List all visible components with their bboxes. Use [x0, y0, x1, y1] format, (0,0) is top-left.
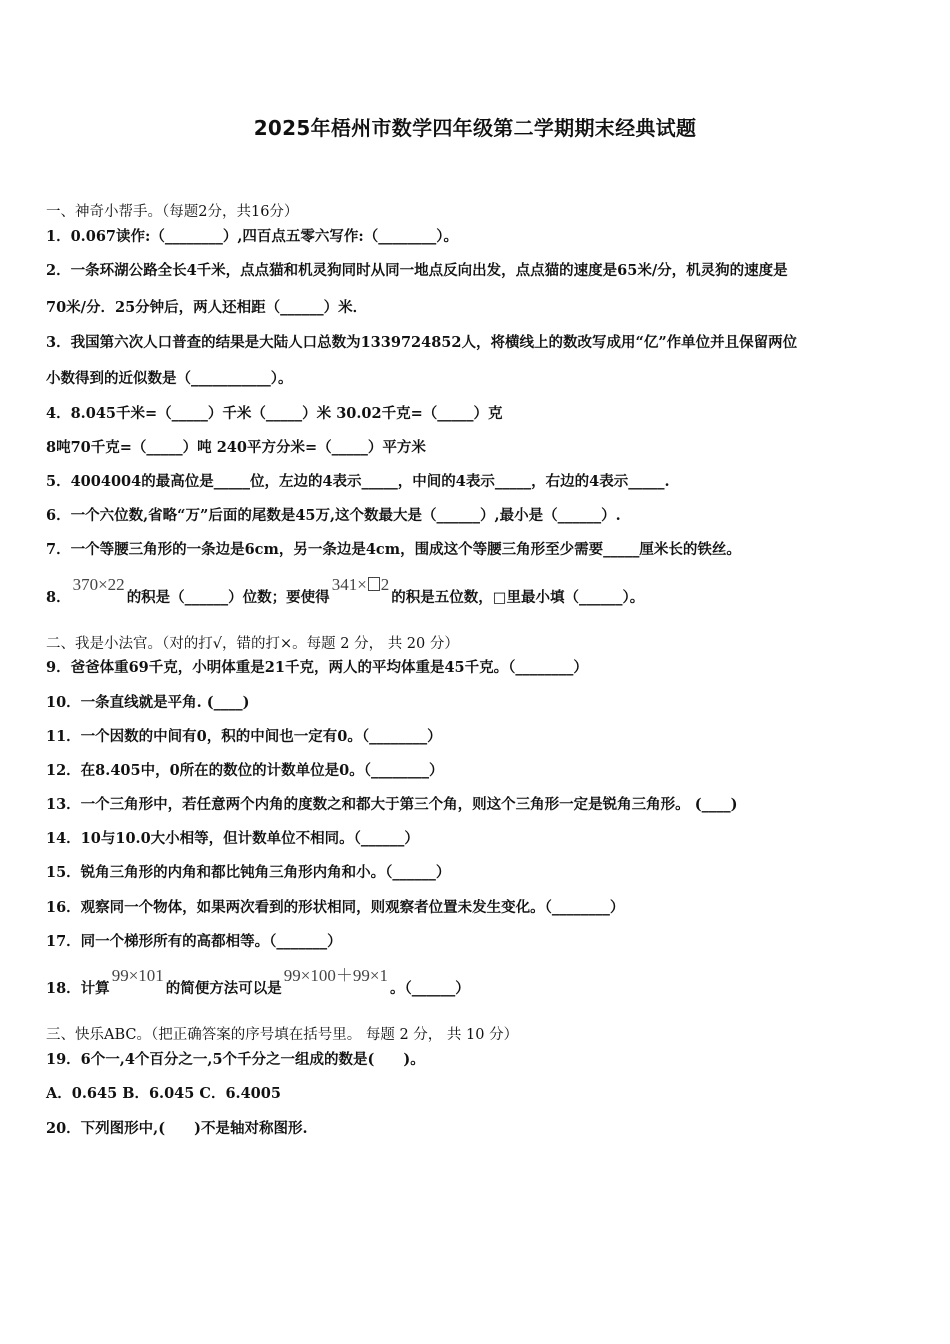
blank-box-icon	[368, 577, 380, 591]
question-6: 6．一个六位数,省略“万”后面的尾数是45万,这个数最大是（______）,最小是（______）.	[46, 507, 621, 524]
question-8-text-2: 的积是五位数，□里最小填（______）。	[391, 589, 645, 606]
question-18-text-1: 的简便方法可以是	[165, 980, 282, 997]
question-15: 15．锐角三角形的内角和都比钝角三角形内角和小。（______）	[46, 864, 451, 881]
question-16: 16．观察同一个物体，如果两次看到的形状相同，则观察者位置未发生变化。（________）	[46, 899, 625, 916]
question-3-line-1: 3．我国第六次人口普查的结果是大陆人口总数为1339724852人，将横线上的数改写成用“亿”作单位并且保留两位	[46, 334, 798, 351]
question-8	[46, 575, 645, 608]
page-title: 2025年梧州市数学四年级第二学期期末经典试题	[253, 116, 697, 140]
section-3-heading: 三、快乐ABC。（把正确答案的序号填在括号里。 每题 2 分， 共 10 分）	[46, 1027, 519, 1043]
question-18	[46, 966, 470, 999]
question-18-text-2: 。（______）	[389, 980, 470, 997]
math-expression-341xbox2: 341× 2	[331, 575, 390, 594]
question-19-options: A．0.645 B．6.045 C．6.4005	[46, 1085, 281, 1102]
question-4-line-1: 4．8.045千米=（_____）千米（_____）米 30.02千克=（_____）克	[46, 405, 503, 422]
question-8-number: 8．	[46, 589, 71, 606]
question-2-line-2: 70米/分．25分钟后，两人还相距（______）米．	[46, 299, 368, 316]
question-18-number: 18．计算	[46, 980, 110, 997]
question-1: 1．0.067读作:（________）,四百点五零六写作:（________）。	[46, 228, 458, 245]
section-1-heading: 一、神奇小帮手。（每题2分，共16分）	[46, 204, 299, 220]
question-14: 14．10与10.0大小相等，但计数单位不相同。（______）	[46, 830, 419, 847]
question-3-line-2: 小数得到的近似数是（___________）。	[46, 370, 293, 387]
question-12: 12．在8.405中，0所在的数位的计数单位是0。（________）	[46, 762, 444, 779]
question-9: 9．爸爸体重69千克，小明体重是21千克，两人的平均体重是45千克。（________）	[46, 659, 588, 676]
question-7: 7．一个等腰三角形的一条边是6cm，另一条边是4cm，围成这个等腰三角形至少需要_____厘米长的铁丝。	[46, 541, 741, 558]
question-20: 20．下列图形中,( )不是轴对称图形.	[46, 1120, 308, 1137]
question-2-line-1: 2．一条环湖公路全长4千米，点点猫和机灵狗同时从同一地点反向出发，点点猫的速度是65米/分，机灵狗的速度是	[46, 262, 788, 279]
question-17: 17．同一个梯形所有的高都相等。（_______）	[46, 933, 342, 950]
section-2-heading: 二、我是小法官。（对的打√，错的打×。每题 2 分， 共 20 分）	[46, 636, 459, 652]
question-4-line-2: 8吨70千克=（_____）吨 240平方分米=（_____）平方米	[46, 439, 426, 456]
math-expression-370x22: 370×22	[72, 575, 125, 594]
math-expression-99x100-plus-99x1: 99×100＋99×1	[283, 966, 388, 985]
question-10: 10．一条直线就是平角. (____)	[46, 694, 250, 711]
question-5: 5．4004004的最高位是_____位，左边的4表示_____，中间的4表示_____，右边的4表示_____.	[46, 473, 670, 490]
math-expression-99x101: 99×101	[111, 966, 164, 985]
question-19: 19．6个一,4个百分之一,5个千分之一组成的数是( )。	[46, 1051, 425, 1068]
question-13: 13．一个三角形中，若任意两个内角的度数之和都大于第三个角，则这个三角形一定是锐角三角形。 (____)	[46, 796, 738, 813]
question-8-text-1: 的积是（______）位数；要使得	[126, 589, 330, 606]
question-11: 11．一个因数的中间有0，积的中间也一定有0。（________）	[46, 728, 442, 745]
